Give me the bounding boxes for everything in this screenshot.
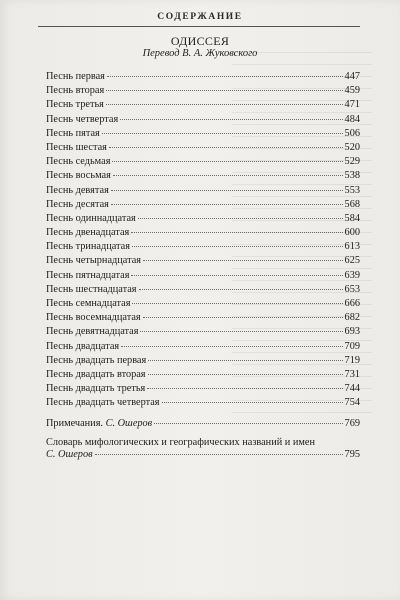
toc-entry[interactable] (46, 99, 360, 113)
section-title: ОДИССЕЯ (170, 34, 230, 48)
toc-entry-title: Песнь первая (46, 71, 105, 82)
toc-entry-title: Песнь тринадцатая (46, 241, 130, 253)
leader-dots (120, 119, 342, 120)
toc-entry-title: Песнь пятая (46, 127, 100, 139)
toc-entry-page: 666 (344, 298, 360, 309)
toc-entry-page: 553 (344, 184, 360, 196)
toc-entry-page: 613 (344, 241, 360, 253)
toc-entry-title: Песнь пятнадцатая (46, 269, 130, 281)
toc-entry[interactable] (46, 270, 360, 284)
leader-dots (131, 232, 342, 233)
toc-entry-dictionary-title[interactable]: Словарь мифологических и географических названий и имен (46, 436, 315, 448)
toc-entry[interactable] (46, 369, 360, 383)
toc-entry-page: 795 (344, 449, 360, 460)
leader-dots (106, 90, 342, 91)
leader-dots (143, 317, 343, 318)
toc-entry-page: 568 (344, 198, 360, 210)
toc-entry-page: 600 (344, 227, 360, 239)
leader-dots (111, 190, 343, 191)
toc-entry-title: Песнь двенадцатая (46, 227, 130, 239)
toc-entry[interactable] (46, 227, 360, 241)
toc-entry-title: Песнь двадцать первая (46, 354, 147, 366)
leader-dots (112, 161, 342, 162)
toc-entry[interactable] (46, 341, 360, 355)
appendix-list (46, 418, 360, 464)
toc-entry-title: Песнь шестнадцатая (46, 283, 137, 295)
leader-dots (132, 246, 343, 247)
toc-entry-title: Песнь седьмая (46, 156, 111, 168)
toc-entry-page: 625 (344, 255, 360, 267)
toc-entry-page: 653 (344, 283, 360, 295)
leader-dots (139, 289, 343, 290)
leader-dots (154, 423, 342, 424)
toc-entry-title: Песнь девятнадцатая (46, 326, 139, 338)
toc-entry[interactable] (46, 199, 360, 213)
toc-entry-title: Песнь девятая (46, 184, 109, 196)
leader-dots (131, 275, 342, 276)
leader-dots (143, 260, 343, 261)
toc-entry[interactable] (46, 71, 360, 85)
toc-entry[interactable] (46, 355, 360, 369)
toc-entry[interactable] (46, 298, 360, 312)
toc-entry[interactable] (46, 241, 360, 255)
toc-entry-page: 731 (344, 368, 360, 380)
toc-entry-page: 506 (344, 127, 360, 139)
toc-entry[interactable] (46, 142, 360, 156)
toc-entry-title: Песнь двадцать четвертая (46, 397, 160, 409)
section-subtitle: Перевод В. А. Жуковского (142, 48, 258, 59)
leader-dots (162, 402, 343, 403)
toc-entry-notes[interactable] (46, 418, 360, 433)
toc-entry[interactable] (46, 312, 360, 326)
toc-entry-title: Песнь одиннадцатая (46, 212, 136, 224)
toc-entry-page: 520 (344, 141, 360, 153)
toc-entry-page: 719 (344, 354, 360, 366)
toc-entry-title: Песнь вторая (46, 85, 105, 97)
toc-entry-title: Песнь двадцать третья (46, 383, 146, 395)
toc-entry-page: 709 (344, 340, 360, 352)
toc-entry[interactable] (46, 85, 360, 99)
toc-entry-page: 447 (344, 71, 360, 82)
toc-entry[interactable] (46, 128, 360, 142)
leader-dots (148, 360, 342, 361)
toc-entry-page: 484 (344, 113, 360, 125)
toc-entry[interactable] (46, 326, 360, 340)
leader-dots (107, 76, 343, 77)
toc-entry[interactable] (46, 397, 360, 411)
leader-dots (148, 374, 343, 375)
toc-entry-dictionary[interactable] (46, 449, 360, 464)
table-of-contents (46, 71, 360, 412)
leader-dots (102, 133, 343, 134)
toc-entry[interactable] (46, 383, 360, 397)
leader-dots (147, 388, 342, 389)
toc-entry-page: 769 (344, 418, 360, 429)
leader-dots (140, 331, 342, 332)
toc-entry[interactable] (46, 156, 360, 170)
toc-entry[interactable] (46, 185, 360, 199)
toc-entry-title: Песнь третья (46, 99, 104, 111)
toc-entry-page: 693 (344, 326, 360, 338)
leader-dots (121, 346, 342, 347)
toc-entry-page: 744 (344, 383, 360, 395)
leader-dots (132, 303, 342, 304)
toc-entry-title: Песнь двадцатая (46, 340, 120, 352)
toc-entry-page: 754 (344, 397, 360, 409)
toc-entry-author: С. Ошеров (46, 449, 93, 460)
toc-entry-title: Песнь четвертая (46, 113, 119, 125)
toc-entry-title: Песнь восьмая (46, 170, 111, 182)
toc-entry-page: 529 (344, 156, 360, 168)
toc-entry-page: 471 (344, 99, 360, 111)
toc-entry-title: Песнь семнадцатая (46, 298, 131, 309)
toc-entry[interactable] (46, 170, 360, 184)
toc-entry-page: 584 (344, 212, 360, 224)
leader-dots (113, 175, 343, 176)
toc-entry-title: Песнь восемнадцатая (46, 312, 141, 324)
leader-dots (109, 147, 343, 148)
toc-entry[interactable] (46, 284, 360, 298)
toc-entry[interactable] (46, 114, 360, 128)
leader-dots (95, 454, 343, 455)
page-header: СОДЕРЖАНИЕ (157, 12, 243, 22)
toc-entry[interactable] (46, 213, 360, 227)
toc-entry-page: 538 (344, 170, 360, 182)
toc-entry-title: Песнь десятая (46, 198, 109, 210)
leader-dots (111, 204, 343, 205)
leader-dots (106, 104, 343, 105)
toc-entry-page: 639 (344, 269, 360, 281)
toc-entry-title: Песнь шестая (46, 141, 107, 153)
toc-entry-title: Примечания. С. Ошеров (46, 418, 153, 429)
toc-entry-page: 459 (344, 85, 360, 97)
toc-entry-title: Песнь двадцать вторая (46, 368, 146, 380)
toc-entry-page: 682 (344, 312, 360, 324)
header-divider (38, 26, 360, 27)
leader-dots (138, 218, 343, 219)
toc-entry-title: Песнь четырнадцатая (46, 255, 141, 267)
toc-entry[interactable] (46, 255, 360, 269)
